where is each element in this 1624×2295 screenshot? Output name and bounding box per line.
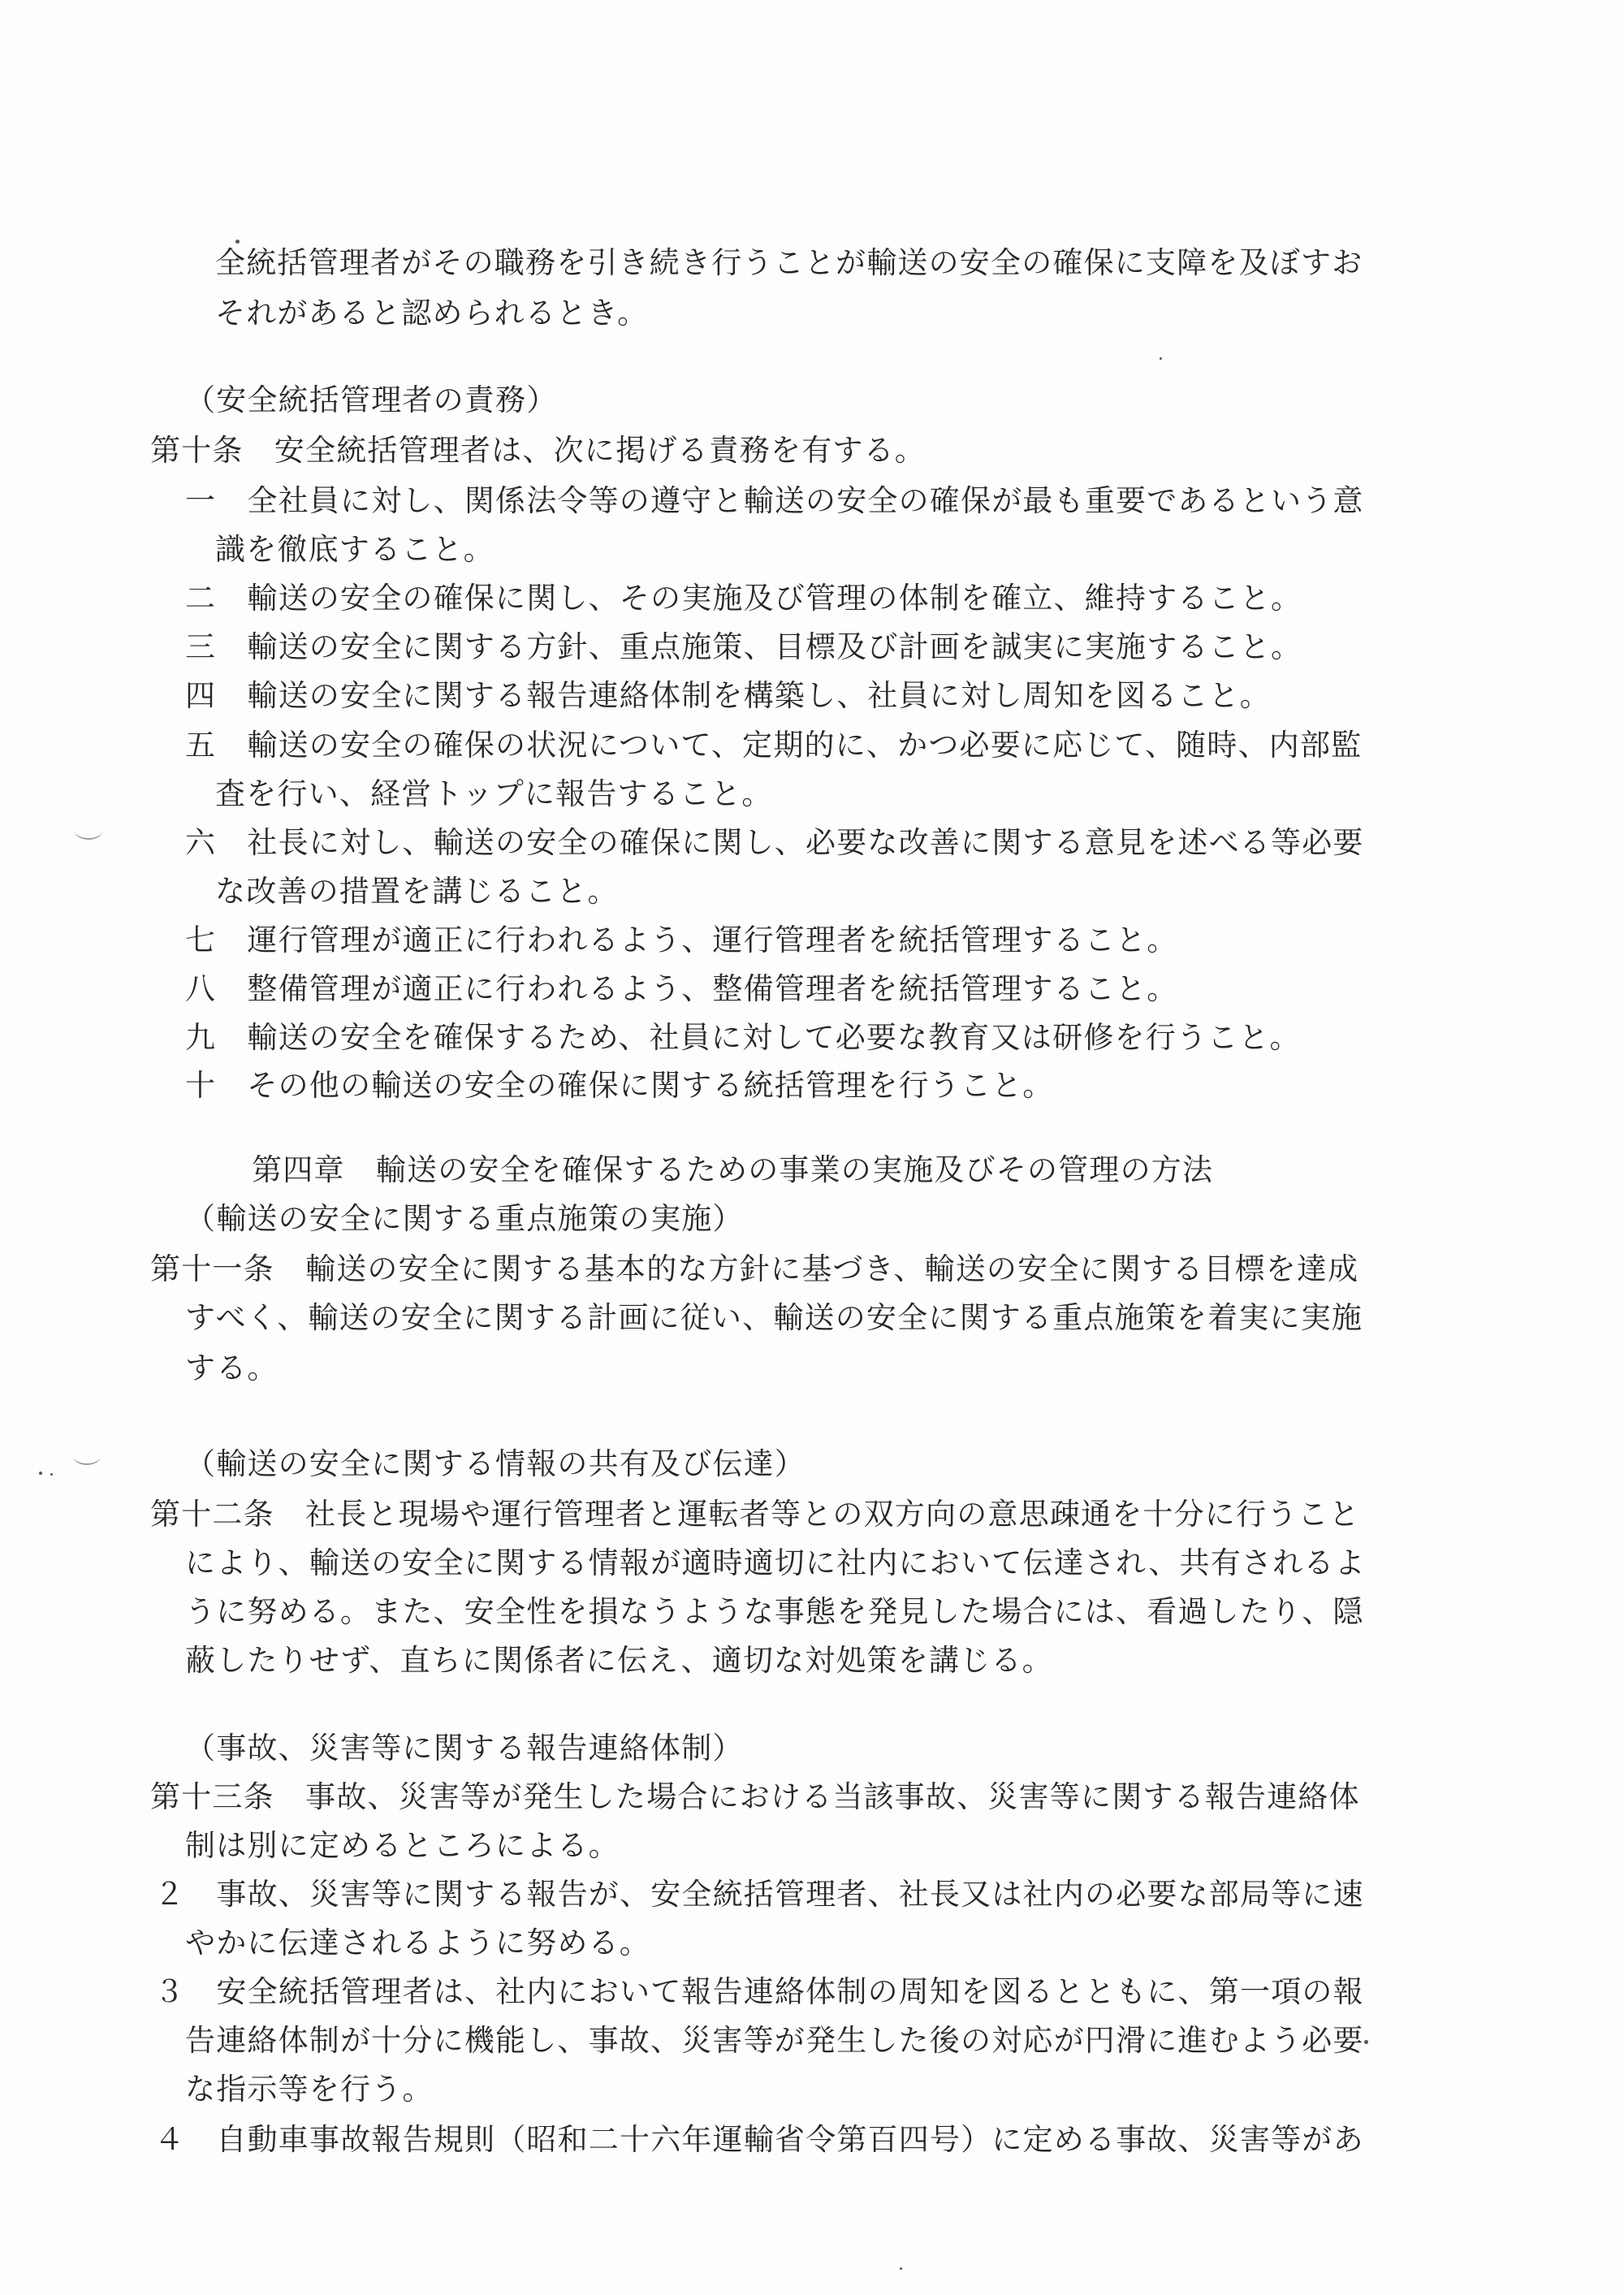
article10-item1-line1: 一 全社員に対し、関係法令等の遵守と輸送の安全の確保が最も重要であるという意 bbox=[185, 483, 1364, 518]
article10-item5-line2: 査を行い、経営トップに報告すること。 bbox=[215, 776, 773, 811]
article10-item6-line2: な改善の措置を講じること。 bbox=[215, 874, 619, 909]
scan-speck bbox=[39, 1472, 42, 1475]
scan-speck bbox=[50, 1473, 53, 1476]
scan-speck bbox=[1364, 2040, 1368, 2044]
article13-line2: 制は別に定めるところによる。 bbox=[185, 1828, 620, 1863]
scan-mark bbox=[73, 1447, 101, 1465]
scan-speck bbox=[1160, 357, 1162, 360]
article10-heading: （安全統括管理者の責務） bbox=[185, 382, 558, 417]
article11-heading: （輸送の安全に関する重点施策の実施） bbox=[185, 1201, 744, 1236]
article13-para2-line1: ２ 事故、災害等に関する報告が、安全統括管理者、社長又は社内の必要な部局等に速 bbox=[154, 1877, 1364, 1912]
article10-item8: 八 整備管理が適正に行われるよう、整備管理者を統括管理すること。 bbox=[185, 971, 1178, 1006]
continuation-line-1: 全統括管理者がその職務を引き続き行うことが輸送の安全の確保に支障を及ぼすお bbox=[215, 245, 1363, 280]
article10-title: 第十条 安全統括管理者は、次に掲げる責務を有する。 bbox=[150, 433, 926, 468]
article13-para3-line2: 告連絡体制が十分に機能し、事故、災害等が発生した後の対応が円滑に進むよう必要 bbox=[185, 2023, 1364, 2058]
article10-item5-line1: 五 輸送の安全の確保の状況について、定期的に、かつ必要に応じて、随時、内部監 bbox=[185, 728, 1363, 763]
continuation-line-2: それがあると認められるとき。 bbox=[215, 296, 649, 331]
article10-item4: 四 輸送の安全に関する報告連絡体制を構築し、社員に対し周知を図ること。 bbox=[185, 678, 1271, 713]
article13-para2-line2: やかに伝達されるように努める。 bbox=[185, 1925, 650, 1960]
article13-heading: （事故、災害等に関する報告連絡体制） bbox=[185, 1731, 744, 1766]
article13-line1: 第十三条 事故、災害等が発生した場合における当該事故、災害等に関する報告連絡体 bbox=[150, 1779, 1360, 1814]
article12-heading: （輸送の安全に関する情報の共有及び伝達） bbox=[185, 1446, 806, 1481]
article12-line1: 第十二条 社長と現場や運行管理者と運転者等との双方向の意思疎通を十分に行うこと bbox=[150, 1497, 1360, 1532]
article10-item9: 九 輸送の安全を確保するため、社員に対して必要な教育又は研修を行うこと。 bbox=[185, 1020, 1301, 1055]
scan-mark bbox=[75, 822, 102, 840]
article10-item2: 二 輸送の安全の確保に関し、その実施及び管理の体制を確立、維持すること。 bbox=[185, 581, 1302, 616]
scan-speck bbox=[900, 2267, 902, 2270]
article10-item10: 十 その他の輸送の安全の確保に関する統括管理を行うこと。 bbox=[185, 1068, 1054, 1103]
article12-line4: 蔽したりせず、直ちに関係者に伝え、適切な対処策を講じる。 bbox=[185, 1643, 1053, 1678]
article10-item6-line1: 六 社長に対し、輸送の安全の確保に関し、必要な改善に関する意見を述べる等必要 bbox=[185, 825, 1364, 860]
article13-para4-line1: ４ 自動車事故報告規則（昭和二十六年運輸省令第百四号）に定める事故、災害等があ bbox=[154, 2122, 1364, 2157]
article10-item7: 七 運行管理が適正に行われるよう、運行管理者を統括管理すること。 bbox=[185, 923, 1178, 957]
article11-line1: 第十一条 輸送の安全に関する基本的な方針に基づき、輸送の安全に関する目標を達成 bbox=[150, 1251, 1359, 1286]
article12-line3: うに努める。また、安全性を損なうような事態を発見した場合には、看過したり、隠 bbox=[185, 1594, 1364, 1629]
article11-line2: すべく、輸送の安全に関する計画に従い、輸送の安全に関する重点施策を着実に実施 bbox=[185, 1300, 1363, 1335]
article13-para3-line3: な指示等を行う。 bbox=[185, 2072, 434, 2107]
article12-line2: により、輸送の安全に関する情報が適時適切に社内において伝達され、共有されるよ bbox=[185, 1545, 1366, 1580]
article10-item3: 三 輸送の安全に関する方針、重点施策、目標及び計画を誠実に実施すること。 bbox=[185, 629, 1302, 664]
article10-item1-line2: 識を徹底すること。 bbox=[215, 532, 495, 567]
scan-speck bbox=[235, 240, 240, 244]
article11-line3: する。 bbox=[185, 1351, 279, 1385]
chapter4-title: 第四章 輸送の安全を確保するための事業の実施及びその管理の方法 bbox=[252, 1152, 1214, 1187]
article13-para3-line1: ３ 安全統括管理者は、社内において報告連絡体制の周知を図るとともに、第一項の報 bbox=[154, 1974, 1364, 2009]
